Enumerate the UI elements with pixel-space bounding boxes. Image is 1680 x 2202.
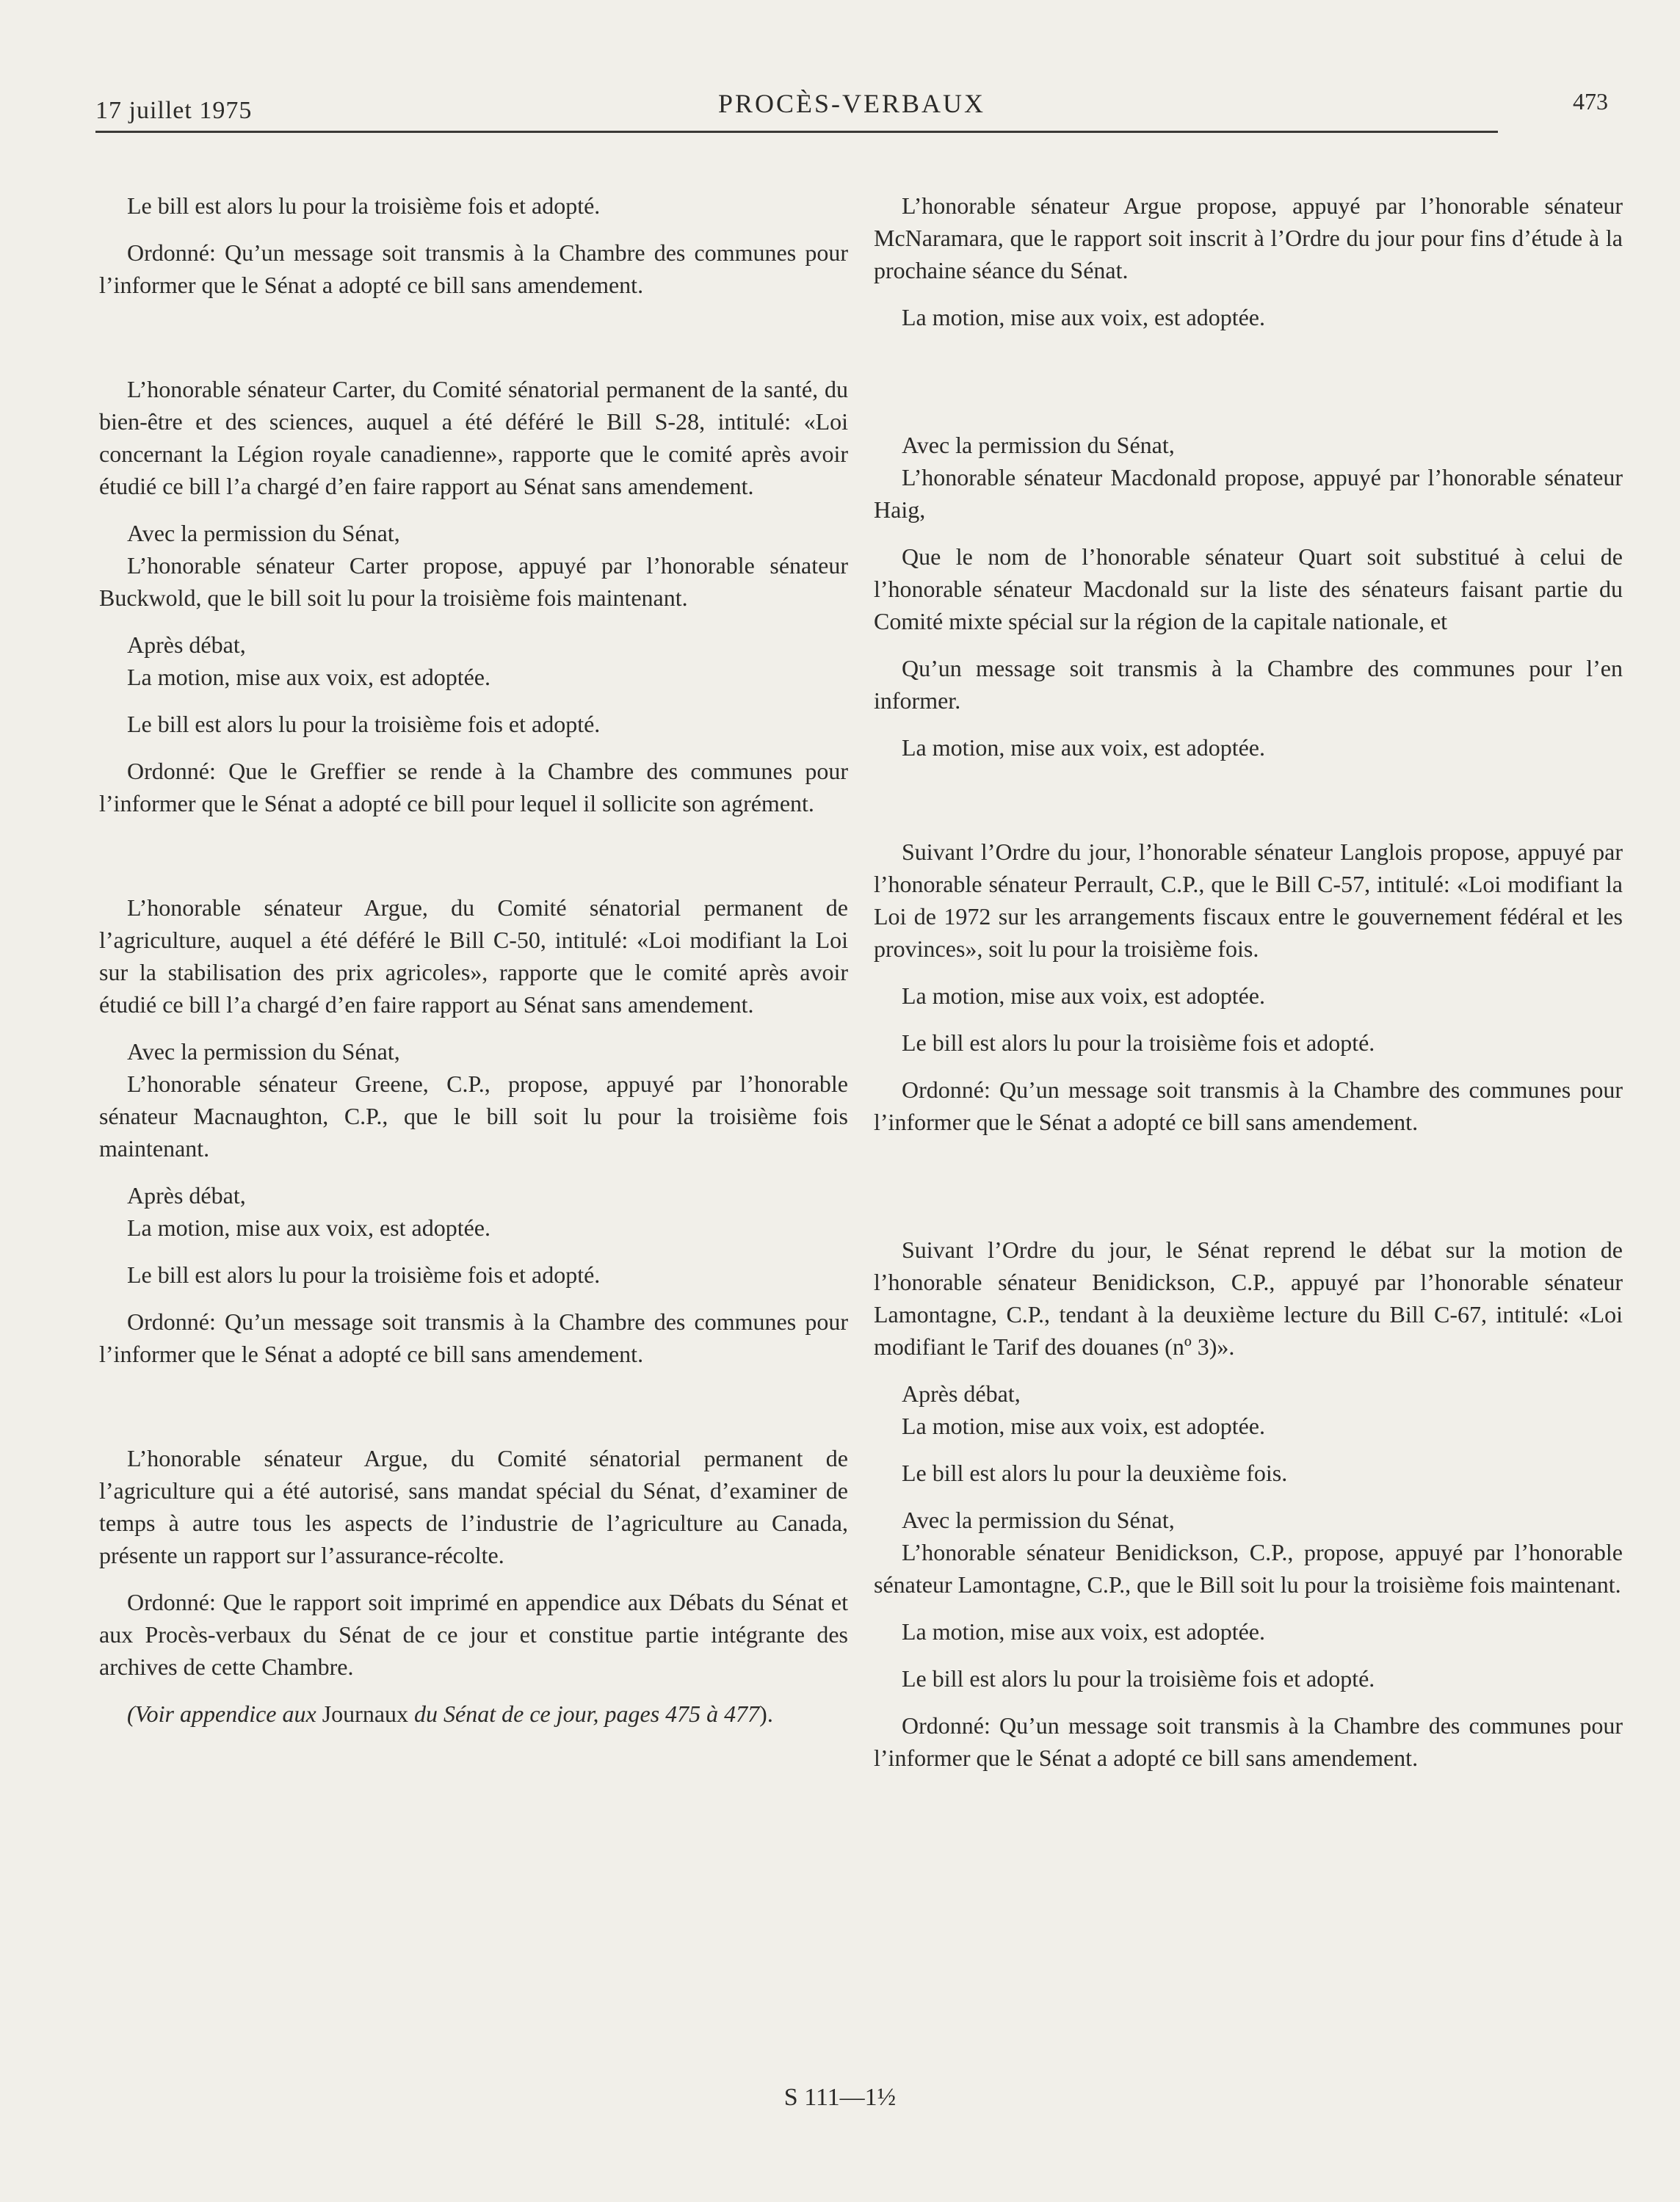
paragraph: L’honorable sénateur Macdonald propose, appuyé par l’honorable sénateur Haig, [874,464,1623,523]
paragraph: Ordonné: Que le rapport soit imprimé en appendice aux Débats du Sénat et aux Procès-verbaux du Sénat de ce jour et constitue partie intégrante des archives de cette Chambre. [99,1589,848,1680]
paragraph: Ordonné: Qu’un message soit transmis à la Chambre des communes pour l’informer que le Sénat a adopté ce bill sans amendement. [874,1712,1623,1771]
paragraph: La motion, mise aux voix, est adoptée. [902,304,1265,330]
paragraph: L’honorable sénateur Greene, C.P., propose, appuyé par l’honorable sénateur Macnaughton, C.P., que le bill soit lu pour la troisième fois maintenant. [99,1071,848,1162]
paragraph: Ordonné: Que le Greffier se rende à la Chambre des communes pour l’informer que le Sénat a adopté ce bill pour lequel il sollicite son agrément. [99,758,848,816]
paragraph: L’honorable sénateur Carter propose, appuyé par l’honorable sénateur Buckwold, que le bill soit lu pour la troisième fois maintenant. [99,552,848,611]
paragraph: La motion, mise aux voix, est adoptée. [902,982,1265,1009]
paragraph: Le bill est alors lu pour la deuxième fois. [902,1460,1288,1486]
paragraph: L’honorable sénateur Argue, du Comité sénatorial permanent de l’agriculture, auquel a été déféré le Bill C-50, intitulé: «Loi modifiant la Loi sur la stabilisation des prix agricoles», rapporte que le comité après avoir étudié ce bill l’a chargé d’en faire rapport au Sénat sans amendement. [99,894,848,1018]
paragraph: Avec la permission du Sénat, [127,520,400,546]
paragraph: Qu’un message soit transmis à la Chambre des communes pour l’en informer. [874,655,1623,714]
paragraph: L’honorable sénateur Carter, du Comité sénatorial permanent de la santé, du bien-être et des sciences, auquel a été déféré le Bill S-28, intitulé: «Loi concernant la Légion royale canadienne», rapporte que le comité après avoir étudié ce bill l’a chargé d’en faire rapport au Sénat sans amendement. [99,376,848,499]
paragraph: La motion, mise aux voix, est adoptée. [127,664,490,690]
header-date: 17 juillet 1975 [95,97,253,124]
page-number: 473 [1573,88,1608,115]
paragraph: La motion, mise aux voix, est adoptée. [902,1618,1265,1645]
paragraph: Ordonné: Qu’un message soit transmis à la Chambre des communes pour l’informer que le Sénat a adopté ce bill sans amendement. [99,1308,848,1367]
paragraph: Après débat, [127,1182,246,1209]
paragraph: Le bill est alors lu pour la troisième fois et adopté. [902,1665,1375,1692]
right-column [874,189,1623,1789]
paragraph: Le bill est alors lu pour la troisième fois et adopté. [127,1261,601,1288]
footer-signature: S 111—1½ [783,2084,897,2111]
paragraph: Suivant l’Ordre du jour, l’honorable sénateur Langlois propose, appuyé par l’honorable sénateur Perrault, C.P., que le Bill C-57, intitulé: «Loi modifiant la Loi de 1972 sur les arrangements fiscaux entre le gouvernement fédéral et les provinces», soit lu pour la troisième fois. [874,839,1623,962]
paragraph: Avec la permission du Sénat, [902,432,1175,458]
paragraph: Ordonné: Qu’un message soit transmis à la Chambre des communes pour l’informer que le Sénat a adopté ce bill sans amendement. [99,239,848,298]
paragraph: Le bill est alors lu pour la troisième fois et adopté. [127,711,601,737]
paragraph: Après débat, [127,631,246,658]
paragraph: La motion, mise aux voix, est adoptée. [902,1413,1265,1439]
paragraph: Que le nom de l’honorable sénateur Quart soit substitué à celui de l’honorable sénateur Macdonald sur la liste des sénateurs faisant partie du Comité mixte spécial sur la région de la capitale nationale, et [874,543,1623,634]
paragraph: Après débat, [902,1380,1021,1407]
paragraph: Le bill est alors lu pour la troisième fois et adopté. [127,192,601,219]
paragraph: Ordonné: Qu’un message soit transmis à la Chambre des communes pour l’informer que le Sénat a adopté ce bill sans amendement. [874,1076,1623,1135]
header-rule [95,131,1498,133]
appendix-note: (Voir appendice aux Journaux du Sénat de ce jour, pages 475 à 477). [127,1701,773,1727]
paragraph: Le bill est alors lu pour la troisième fois et adopté. [902,1029,1375,1056]
page-header [95,87,1608,145]
paragraph: Avec la permission du Sénat, [902,1507,1175,1533]
paragraph: L’honorable sénateur Argue propose, appuyé par l’honorable sénateur McNaramara, que le rapport soit inscrit à l’Ordre du jour pour fins d’étude à la prochaine séance du Sénat. [874,192,1623,283]
left-column [99,189,848,1745]
paragraph: L’honorable sénateur Argue, du Comité sénatorial permanent de l’agriculture qui a été autorisé, sans mandat spécial du Sénat, d’examiner de temps à autre tous les aspects de l’industrie de l’agriculture au Canada, présente un rapport sur l’assurance-récolte. [99,1445,848,1568]
paragraph: Suivant l’Ordre du jour, le Sénat reprend le débat sur la motion de l’honorable sénateur Benidickson, C.P., appuyé par l’honorable sénateur Lamontagne, C.P., tendant à la deuxième lecture du Bill C-67, intitulé: «Loi modifiant le Tarif des douanes (nº 3)». [874,1236,1623,1360]
paragraph: La motion, mise aux voix, est adoptée. [902,734,1265,761]
header-title: PROCÈS-VERBAUX [717,89,986,118]
paragraph: La motion, mise aux voix, est adoptée. [127,1214,490,1241]
paragraph: L’honorable sénateur Benidickson, C.P., propose, appuyé par l’honorable sénateur Lamontagne, C.P., que le Bill soit lu pour la troisième fois maintenant. [874,1539,1623,1598]
paragraph: Avec la permission du Sénat, [127,1038,400,1065]
